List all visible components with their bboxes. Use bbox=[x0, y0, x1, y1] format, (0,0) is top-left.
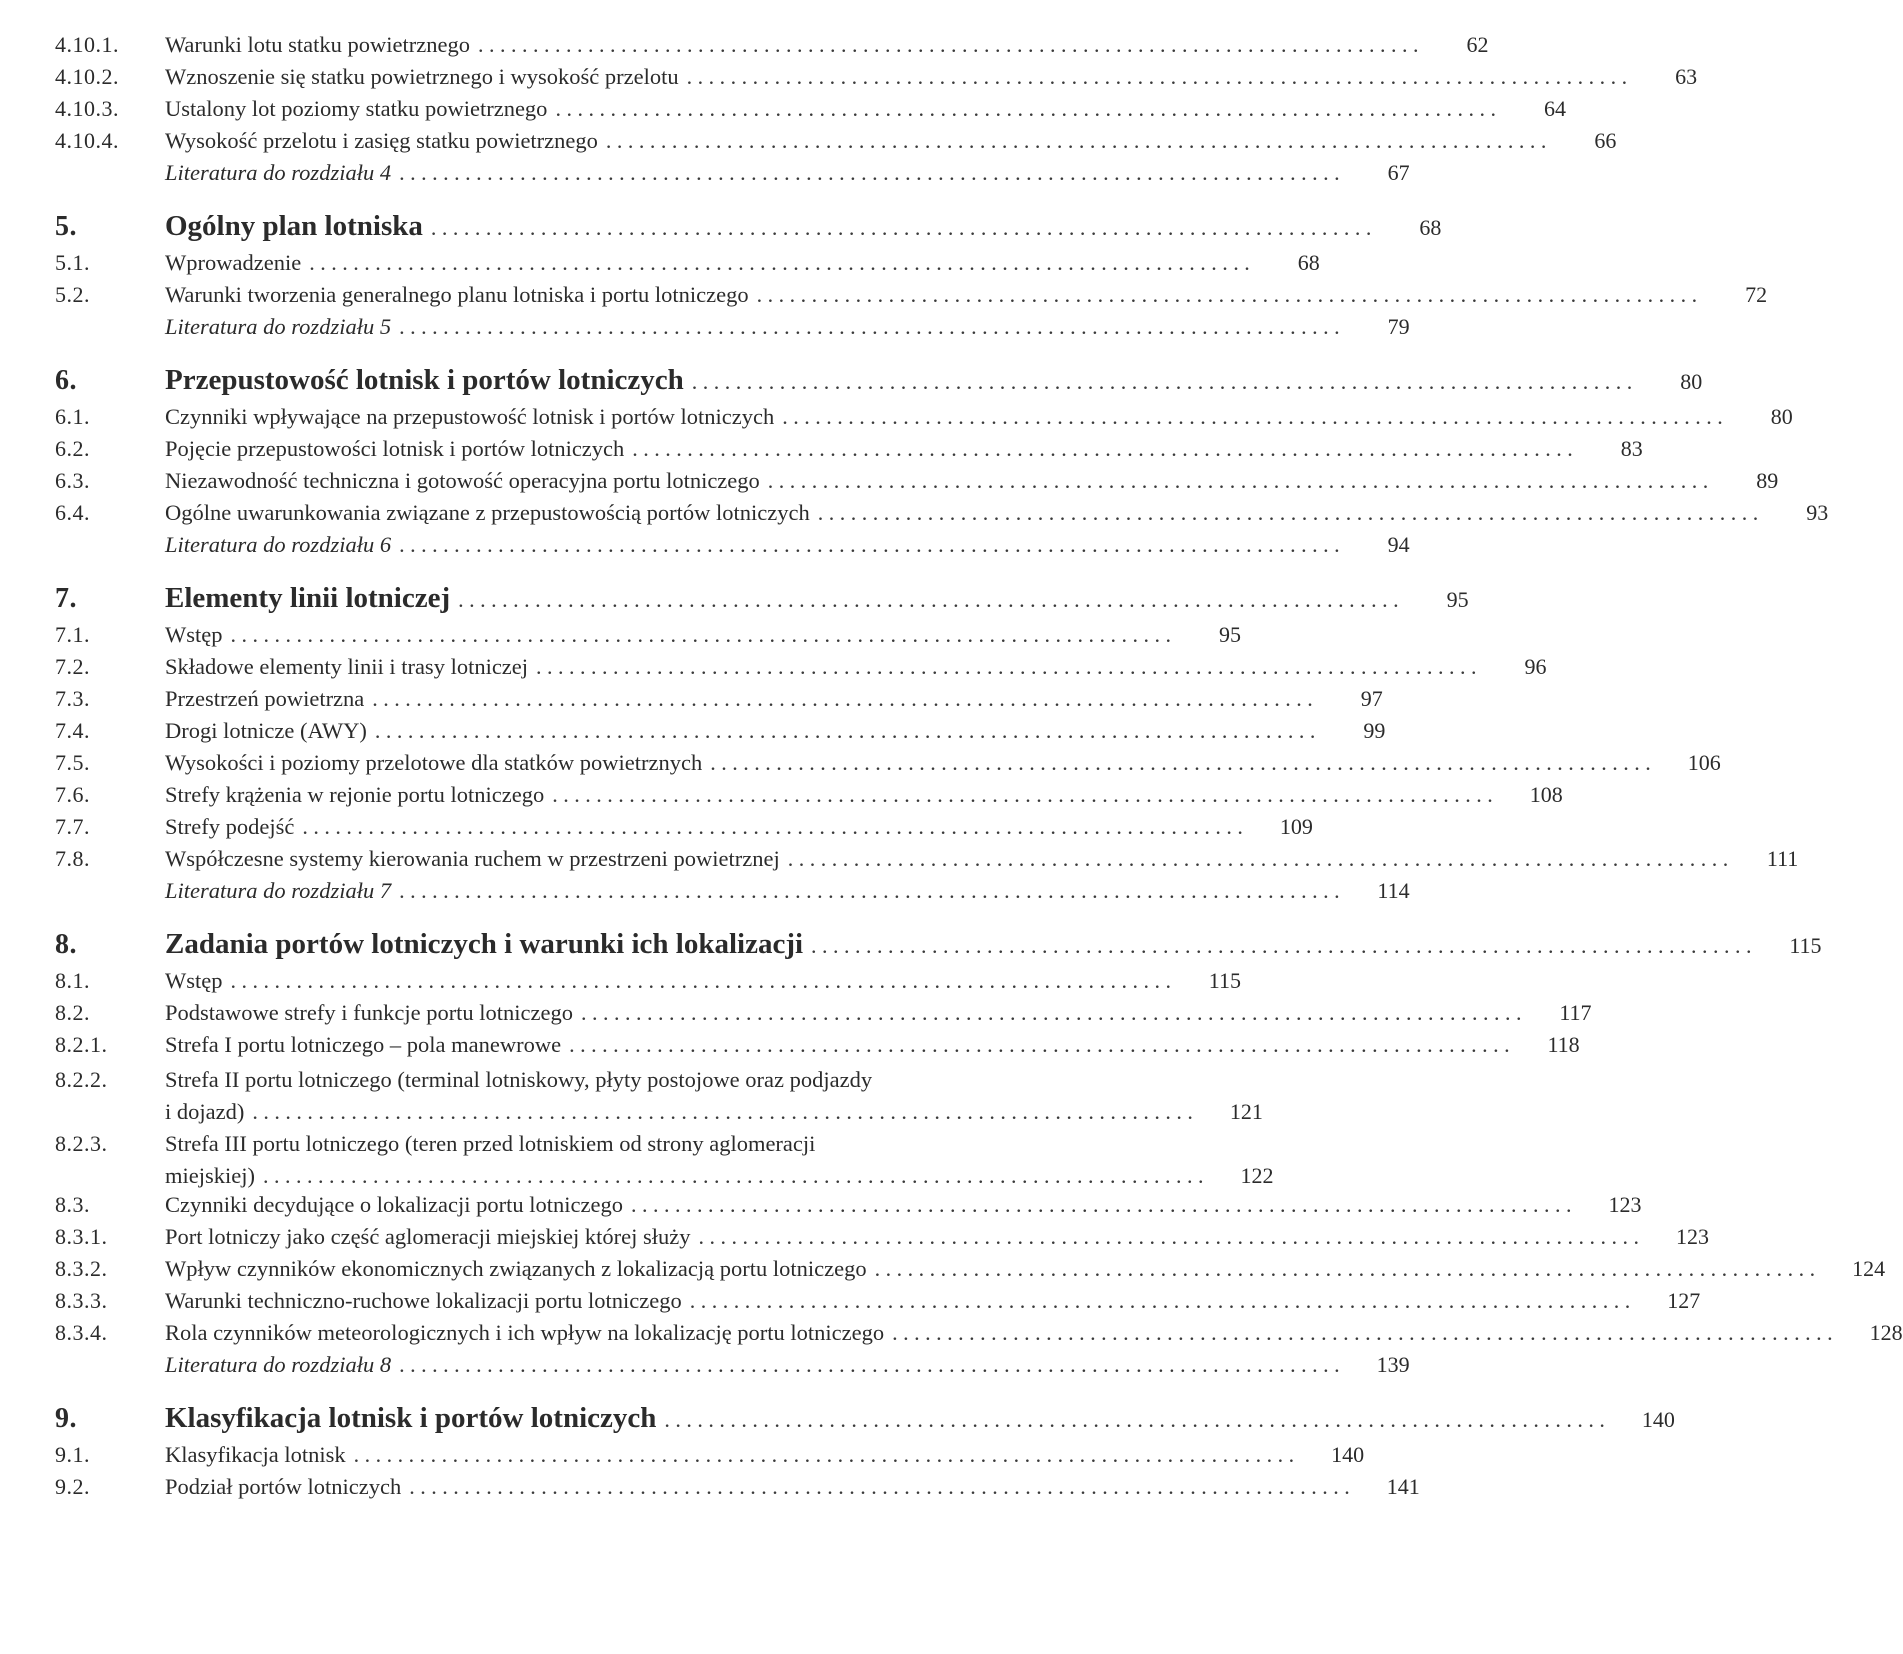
toc-entry bbox=[55, 404, 1793, 436]
entry-title-wrap bbox=[165, 1032, 1510, 1058]
entry-title: Literatura do rozdziału 7 bbox=[165, 878, 392, 903]
dot-leader bbox=[710, 750, 1651, 776]
entry-title-wrap bbox=[165, 878, 1340, 904]
toc-entry bbox=[55, 968, 1241, 1000]
toc-entry bbox=[55, 1000, 1592, 1032]
page-number: 80 bbox=[1680, 369, 1703, 394]
toc-entry bbox=[55, 686, 1383, 718]
entry-number: 7.2. bbox=[55, 654, 90, 679]
entry-title-wrap bbox=[165, 128, 1546, 154]
entry-title: Literatura do rozdziału 8 bbox=[165, 1352, 392, 1377]
entry-title-wrap bbox=[165, 814, 1243, 840]
page-number: 127 bbox=[1667, 1288, 1701, 1313]
entry-title-continued bbox=[165, 1096, 1193, 1128]
toc-entry bbox=[55, 1128, 1274, 1192]
toc-entry bbox=[55, 1442, 1365, 1474]
entry-number: 8.2.1. bbox=[55, 1032, 108, 1057]
dot-leader bbox=[399, 878, 1340, 904]
entry-number: 6.1. bbox=[55, 404, 90, 429]
page-number: 68 bbox=[1419, 215, 1442, 240]
entry-title-wrap bbox=[165, 500, 1758, 526]
page-number: 118 bbox=[1547, 1032, 1580, 1057]
entry-number: 4.10.4. bbox=[55, 128, 119, 153]
dot-leader bbox=[811, 933, 1752, 959]
entry-number: 9.2. bbox=[55, 1474, 90, 1499]
entry-title: Wprowadzenie bbox=[165, 250, 302, 275]
entry-title: Ogólny plan lotniska bbox=[165, 210, 423, 242]
page-number: 122 bbox=[1240, 1163, 1274, 1188]
entry-number: 8.2. bbox=[55, 1000, 90, 1025]
dot-leader bbox=[757, 282, 1698, 308]
page-number: 115 bbox=[1789, 933, 1822, 958]
page-number: 95 bbox=[1218, 622, 1241, 647]
dot-leader bbox=[230, 968, 1171, 994]
dot-leader bbox=[399, 1352, 1340, 1378]
page-number: 95 bbox=[1446, 587, 1469, 612]
chapter-entry bbox=[55, 210, 1442, 250]
toc-entry bbox=[55, 1320, 1903, 1352]
entry-title: Literatura do rozdziału 4 bbox=[165, 160, 392, 185]
page-number: 97 bbox=[1360, 686, 1383, 711]
entry-title: Niezawodność techniczna i gotowość operacyjna portu lotniczego bbox=[165, 468, 760, 493]
entry-number: 5. bbox=[55, 211, 77, 242]
entry-title: Wstęp bbox=[165, 622, 223, 647]
dot-leader bbox=[431, 215, 1372, 241]
entry-title-wrap bbox=[165, 968, 1171, 994]
entry-title-wrap bbox=[165, 1288, 1630, 1314]
toc-entry bbox=[55, 250, 1320, 282]
dot-leader bbox=[818, 500, 1759, 526]
page-number: 140 bbox=[1331, 1442, 1365, 1467]
page-number: 79 bbox=[1387, 314, 1410, 339]
page-number: 108 bbox=[1529, 782, 1563, 807]
page-number: 72 bbox=[1745, 282, 1768, 307]
entry-title-wrap bbox=[165, 282, 1697, 308]
toc-entry bbox=[55, 1224, 1709, 1256]
entry-title-wrap bbox=[165, 1474, 1350, 1500]
toc-entry bbox=[55, 782, 1563, 814]
page-number: 123 bbox=[1675, 1224, 1709, 1249]
entry-number: 7.5. bbox=[55, 750, 90, 775]
toc-entry bbox=[55, 1256, 1886, 1288]
toc-entry bbox=[55, 468, 1779, 500]
entry-title-wrap bbox=[165, 582, 1399, 615]
page-number: 115 bbox=[1208, 968, 1241, 993]
entry-title: Klasyfikacja lotnisk bbox=[165, 1442, 346, 1467]
entry-title-line2: miejskiej) bbox=[165, 1163, 255, 1188]
entry-title: Pojęcie przepustowości lotnisk i portów lotniczych bbox=[165, 436, 625, 461]
entry-title: Ogólne uwarunkowania związane z przepustowością portów lotniczych bbox=[165, 500, 810, 525]
entry-title-wrap bbox=[165, 622, 1171, 648]
dot-leader bbox=[692, 369, 1633, 395]
entry-title-wrap bbox=[165, 1352, 1340, 1378]
dot-leader bbox=[552, 782, 1493, 808]
dot-leader bbox=[263, 1160, 1204, 1192]
entry-title-wrap bbox=[165, 210, 1371, 243]
toc-entry bbox=[55, 1288, 1701, 1320]
dot-leader bbox=[302, 814, 1243, 840]
entry-number: 8.1. bbox=[55, 968, 90, 993]
page-number: 139 bbox=[1376, 1352, 1410, 1377]
toc-entry bbox=[55, 128, 1617, 160]
entry-number: 7.7. bbox=[55, 814, 90, 839]
entry-title: Składowe elementy linii i trasy lotniczej bbox=[165, 654, 529, 679]
entry-title: Literatura do rozdziału 5 bbox=[165, 314, 392, 339]
entry-title: Podstawowe strefy i funkcje portu lotniczego bbox=[165, 1000, 574, 1025]
entry-title-wrap bbox=[165, 1442, 1294, 1468]
entry-number: 6. bbox=[55, 365, 77, 396]
toc-entry bbox=[55, 1192, 1642, 1224]
entry-number: 7. bbox=[55, 583, 77, 614]
dot-leader bbox=[687, 64, 1628, 90]
entry-title-wrap bbox=[165, 782, 1493, 808]
entry-number: 4.10.3. bbox=[55, 96, 119, 121]
entry-title: Wysokości i poziomy przelotowe dla statków powietrznych bbox=[165, 750, 703, 775]
dot-leader bbox=[788, 846, 1729, 872]
dot-leader bbox=[690, 1288, 1631, 1314]
page-number: 123 bbox=[1608, 1192, 1642, 1217]
page-number: 128 bbox=[1869, 1320, 1903, 1345]
dot-leader bbox=[569, 1032, 1510, 1058]
entry-title-wrap bbox=[165, 1192, 1571, 1218]
entry-title: Literatura do rozdziału 6 bbox=[165, 532, 392, 557]
toc-entry bbox=[55, 282, 1768, 314]
toc-entry bbox=[55, 64, 1698, 96]
entry-title: Wysokość przelotu i zasięg statku powietrznego bbox=[165, 128, 598, 153]
toc-entry bbox=[55, 32, 1489, 64]
dot-leader bbox=[354, 1442, 1295, 1468]
entry-number: 4.10.1. bbox=[55, 32, 119, 57]
page-number: 94 bbox=[1387, 532, 1410, 557]
entry-number: 8.3.3. bbox=[55, 1288, 108, 1313]
entry-title: Podział portów lotniczych bbox=[165, 1474, 402, 1499]
entry-number: 9. bbox=[55, 1403, 77, 1434]
page-number: 117 bbox=[1559, 1000, 1592, 1025]
chapter-entry bbox=[55, 928, 1822, 968]
entry-title: Rola czynników meteorologicznych i ich wpływ na lokalizację portu lotniczego bbox=[165, 1320, 885, 1345]
entry-title: Ustalony lot poziomy statku powietrznego bbox=[165, 96, 548, 121]
entry-title-wrap bbox=[165, 404, 1723, 430]
entry-number: 7.4. bbox=[55, 718, 90, 743]
entry-title-wrap bbox=[165, 686, 1313, 712]
entry-title: Czynniki wpływające na przepustowość lotnisk i portów lotniczych bbox=[165, 404, 775, 429]
entry-number: 6.2. bbox=[55, 436, 90, 461]
dot-leader bbox=[768, 468, 1709, 494]
entry-number: 8.2.2. bbox=[55, 1067, 108, 1092]
page-number: 89 bbox=[1756, 468, 1779, 493]
entry-title-wrap bbox=[165, 654, 1477, 680]
entry-title: Strefy podejść bbox=[165, 814, 295, 839]
dot-leader bbox=[399, 532, 1340, 558]
entry-number: 8. bbox=[55, 929, 77, 960]
entry-title: Przepustowość lotnisk i portów lotniczych bbox=[165, 364, 684, 396]
entry-title-block bbox=[165, 1128, 1203, 1192]
dot-leader bbox=[631, 1192, 1572, 1218]
entry-number: 7.8. bbox=[55, 846, 90, 871]
entry-title: Zadania portów lotniczych i warunki ich lokalizacji bbox=[165, 928, 804, 960]
toc-entry bbox=[55, 1032, 1580, 1064]
entry-title: Przestrzeń powietrzna bbox=[165, 686, 365, 711]
entry-title-wrap bbox=[165, 1320, 1833, 1346]
page-number: 96 bbox=[1524, 654, 1547, 679]
entry-title-wrap bbox=[165, 1256, 1815, 1282]
dot-leader bbox=[458, 587, 1399, 613]
page-number: 64 bbox=[1543, 96, 1566, 121]
entry-title-wrap bbox=[165, 1402, 1605, 1435]
entry-title-wrap bbox=[165, 1224, 1639, 1250]
entry-title: Klasyfikacja lotnisk i portów lotniczych bbox=[165, 1402, 657, 1434]
entry-number: 5.1. bbox=[55, 250, 90, 275]
page-number: 80 bbox=[1770, 404, 1793, 429]
entry-title-wrap bbox=[165, 250, 1250, 276]
dot-leader bbox=[252, 1096, 1193, 1128]
toc-entry bbox=[55, 436, 1643, 468]
page-number: 62 bbox=[1466, 32, 1489, 57]
entry-title-wrap bbox=[165, 436, 1573, 462]
page-number: 106 bbox=[1687, 750, 1721, 775]
entry-title-wrap bbox=[165, 532, 1340, 558]
toc-entry bbox=[55, 846, 1799, 878]
page-number: 111 bbox=[1766, 846, 1799, 871]
dot-leader bbox=[892, 1320, 1833, 1346]
page-number: 124 bbox=[1852, 1256, 1886, 1281]
dot-leader bbox=[399, 314, 1340, 340]
entry-title-line2: i dojazd) bbox=[165, 1099, 245, 1124]
entry-title-wrap bbox=[165, 1000, 1522, 1026]
page-number: 109 bbox=[1279, 814, 1313, 839]
entry-title: Warunki tworzenia generalnego planu lotniska i portu lotniczego bbox=[165, 282, 749, 307]
dot-leader bbox=[230, 622, 1171, 648]
entry-title-wrap bbox=[165, 64, 1627, 90]
toc-entry bbox=[55, 500, 1829, 532]
entry-title-wrap bbox=[165, 750, 1651, 776]
entry-number: 8.2.3. bbox=[55, 1131, 108, 1156]
dot-leader bbox=[606, 128, 1547, 154]
entry-title: Warunki techniczno-ruchowe lokalizacji portu lotniczego bbox=[165, 1288, 682, 1313]
literature-entry bbox=[55, 160, 1410, 192]
entry-number: 8.3. bbox=[55, 1192, 90, 1217]
toc-entry bbox=[55, 654, 1547, 686]
chapter-entry bbox=[55, 364, 1703, 404]
dot-leader bbox=[664, 1407, 1605, 1433]
literature-entry bbox=[55, 1352, 1410, 1384]
dot-leader bbox=[632, 436, 1573, 462]
entry-title: Strefy krążenia w rejonie portu lotniczego bbox=[165, 782, 545, 807]
dot-leader bbox=[875, 1256, 1816, 1282]
toc-entry bbox=[55, 814, 1313, 846]
page-number: 141 bbox=[1386, 1474, 1420, 1499]
dot-leader bbox=[536, 654, 1477, 680]
page-number: 93 bbox=[1806, 500, 1829, 525]
page-number: 67 bbox=[1387, 160, 1410, 185]
entry-title: Strefa I portu lotniczego – pola manewrowe bbox=[165, 1032, 562, 1057]
toc-entry bbox=[55, 96, 1566, 128]
page-number: 121 bbox=[1229, 1099, 1263, 1124]
entry-title-wrap bbox=[165, 314, 1340, 340]
page-number: 68 bbox=[1297, 250, 1320, 275]
literature-entry bbox=[55, 878, 1410, 910]
entry-number: 8.3.4. bbox=[55, 1320, 108, 1345]
entry-title-wrap bbox=[165, 718, 1315, 744]
literature-entry bbox=[55, 532, 1410, 564]
entry-title: Warunki lotu statku powietrznego bbox=[165, 32, 470, 57]
entry-number: 7.6. bbox=[55, 782, 90, 807]
entry-number: 6.3. bbox=[55, 468, 90, 493]
entry-title: Wznoszenie się statku powietrznego i wysokość przelotu bbox=[165, 64, 679, 89]
toc-entry bbox=[55, 622, 1241, 654]
entry-title: Port lotniczy jako część aglomeracji miejskiej której służy bbox=[165, 1224, 691, 1249]
entry-number: 6.4. bbox=[55, 500, 90, 525]
entry-number: 7.3. bbox=[55, 686, 90, 711]
entry-number: 4.10.2. bbox=[55, 64, 119, 89]
entry-title: Drogi lotnicze (AWY) bbox=[165, 718, 367, 743]
toc-entry bbox=[55, 1064, 1263, 1128]
entry-title: Wpływ czynników ekonomicznych związanych z lokalizacją portu lotniczego bbox=[165, 1256, 867, 1281]
dot-leader bbox=[478, 32, 1419, 58]
entry-number: 9.1. bbox=[55, 1442, 90, 1467]
entry-title-wrap bbox=[165, 846, 1728, 872]
page-number: 99 bbox=[1363, 718, 1386, 743]
dot-leader bbox=[399, 160, 1340, 186]
dot-leader bbox=[581, 1000, 1522, 1026]
page-number: 140 bbox=[1641, 1407, 1675, 1432]
entry-title: Wstęp bbox=[165, 968, 223, 993]
toc-list bbox=[0, 32, 1903, 1506]
dot-leader bbox=[409, 1474, 1350, 1500]
entry-title: Strefa III portu lotniczego (teren przed lotniskiem od strony aglomeracji bbox=[165, 1131, 816, 1156]
entry-number: 5.2. bbox=[55, 282, 90, 307]
entry-title: Strefa II portu lotniczego (terminal lotniskowy, płyty postojowe oraz podjazdy bbox=[165, 1067, 873, 1092]
toc-entry bbox=[55, 718, 1386, 750]
chapter-entry bbox=[55, 582, 1469, 622]
entry-title: Współczesne systemy kierowania ruchem w przestrzeni powietrznej bbox=[165, 846, 780, 871]
toc-entry bbox=[55, 1474, 1420, 1506]
entry-title-wrap bbox=[165, 32, 1419, 58]
entry-number: 7.1. bbox=[55, 622, 90, 647]
dot-leader bbox=[372, 686, 1313, 712]
entry-title: Elementy linii lotniczej bbox=[165, 582, 451, 614]
entry-title-wrap bbox=[165, 928, 1752, 961]
page-number: 114 bbox=[1377, 878, 1410, 903]
entry-title-wrap bbox=[165, 364, 1632, 397]
toc-entry bbox=[55, 750, 1721, 782]
dot-leader bbox=[375, 718, 1316, 744]
entry-number: 8.3.1. bbox=[55, 1224, 108, 1249]
entry-title-block bbox=[165, 1064, 1193, 1128]
entry-number: 8.3.2. bbox=[55, 1256, 108, 1281]
entry-title-wrap bbox=[165, 96, 1496, 122]
entry-title: Czynniki decydujące o lokalizacji portu lotniczego bbox=[165, 1192, 623, 1217]
dot-leader bbox=[309, 250, 1250, 276]
literature-entry bbox=[55, 314, 1410, 346]
dot-leader bbox=[698, 1224, 1639, 1250]
dot-leader bbox=[555, 96, 1496, 122]
entry-title-wrap bbox=[165, 468, 1708, 494]
chapter-entry bbox=[55, 1402, 1675, 1442]
entry-title-wrap bbox=[165, 160, 1340, 186]
entry-title-continued bbox=[165, 1160, 1203, 1192]
dot-leader bbox=[782, 404, 1723, 430]
page-number: 66 bbox=[1594, 128, 1617, 153]
page-number: 83 bbox=[1620, 436, 1643, 461]
page-number: 63 bbox=[1675, 64, 1698, 89]
